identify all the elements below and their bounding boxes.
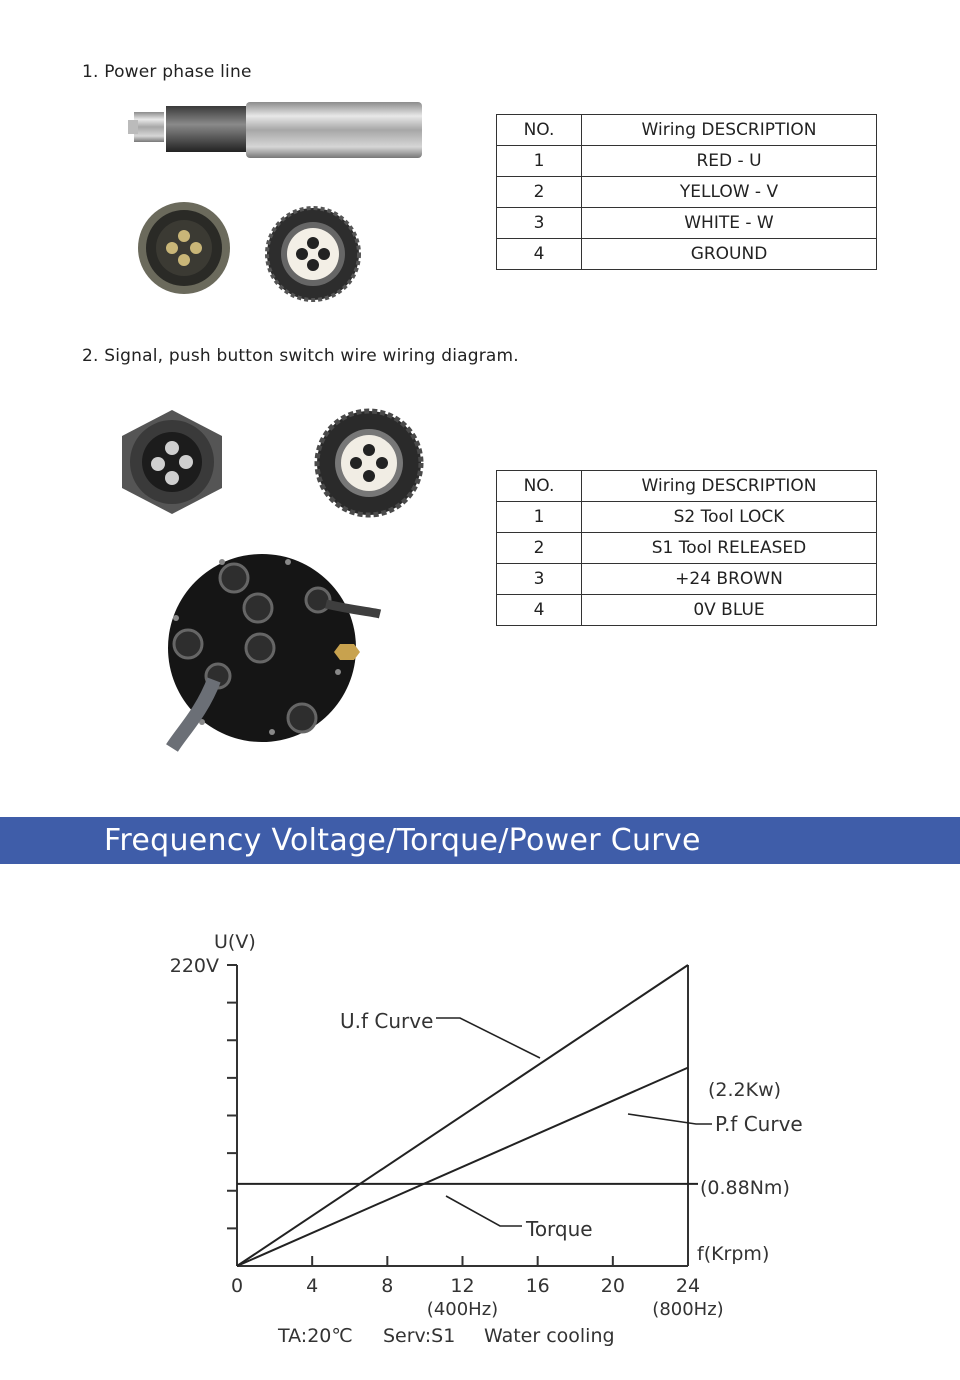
pf-curve-leader: [628, 1114, 712, 1124]
section-banner: [0, 817, 960, 864]
chart-series: [237, 965, 698, 1266]
table-row: [497, 146, 877, 177]
header-description: Wiring DESCRIPTION: [582, 471, 877, 502]
table-row: [497, 239, 877, 270]
table-row: [497, 177, 877, 208]
series-line-p-f-curve: [237, 1068, 688, 1266]
x-axis-label: f(Krpm): [697, 1243, 770, 1265]
table-row: [497, 564, 877, 595]
pf-curve-label: P.f Curve: [715, 1112, 803, 1136]
row-description: S2 Tool LOCK: [582, 502, 877, 533]
row-description: S1 Tool RELEASED: [582, 533, 877, 564]
frequency-curve-chart: [0, 900, 960, 1370]
banner-title: Frequency Voltage/Torque/Power Curve: [104, 823, 701, 858]
x-tick-label: 20: [600, 1275, 625, 1297]
torque-value-label: (0.88Nm): [700, 1177, 790, 1199]
male-signal-connector-image: [112, 406, 232, 518]
row-description: GROUND: [582, 239, 877, 270]
row-description: YELLOW - V: [582, 177, 877, 208]
power-value-label: (2.2Kw): [708, 1079, 782, 1101]
series-line-u-f-curve: [237, 965, 688, 1266]
row-description: 0V BLUE: [582, 595, 877, 626]
x-tick-label: 4: [306, 1275, 319, 1297]
table-row: [497, 502, 877, 533]
y-axis-label: U(V): [214, 931, 256, 953]
x-tick-label: 24: [675, 1275, 701, 1297]
male-power-connector-image: [136, 200, 232, 296]
y-max-label: 220V: [169, 955, 219, 977]
header-no: NO.: [497, 115, 582, 146]
uf-curve-label: U.f Curve: [340, 1009, 434, 1033]
chart-labels: [170, 931, 803, 1347]
row-description: +24 BROWN: [582, 564, 877, 595]
row-no: 4: [497, 595, 582, 626]
x-sub-label: (400Hz): [426, 1299, 499, 1320]
footer-service: Serv:S1: [383, 1325, 456, 1347]
female-power-connector-image: [264, 206, 362, 302]
row-no: 3: [497, 564, 582, 595]
row-no: 1: [497, 502, 582, 533]
row-no: 1: [497, 146, 582, 177]
uf-curve-leader: [436, 1018, 540, 1058]
header-description: Wiring DESCRIPTION: [582, 115, 877, 146]
x-tick-label: 0: [230, 1275, 244, 1297]
torque-label: Torque: [526, 1217, 593, 1241]
section2-heading: 2. Signal, push button switch wire wiring diagram.: [82, 346, 519, 366]
footer-cooling: Water cooling: [484, 1325, 615, 1347]
x-tick-label: 12: [450, 1275, 475, 1297]
spindle-rear-panel-image: [162, 552, 382, 752]
row-no: 2: [497, 177, 582, 208]
x-tick-label: 16: [525, 1275, 550, 1297]
row-description: WHITE - W: [582, 208, 877, 239]
x-sub-label: (800Hz): [652, 1299, 724, 1320]
x-tick-label: 8: [381, 1275, 394, 1297]
table-row: [497, 595, 877, 626]
female-signal-connector-image: [314, 408, 424, 518]
row-no: 3: [497, 208, 582, 239]
table-row: [497, 533, 877, 564]
table-header-row: [497, 115, 877, 146]
torque-leader: [446, 1196, 522, 1226]
power-wiring-table: [496, 114, 877, 270]
row-no: 2: [497, 533, 582, 564]
spindle-motor-image: [126, 96, 424, 164]
table-row: [497, 208, 877, 239]
section1-heading: 1. Power phase line: [82, 62, 252, 82]
signal-wiring-table: [496, 470, 877, 626]
table-header-row: [497, 471, 877, 502]
header-no: NO.: [497, 471, 582, 502]
row-description: RED - U: [582, 146, 877, 177]
row-no: 4: [497, 239, 582, 270]
footer-ambient: TA:20℃: [278, 1325, 353, 1347]
